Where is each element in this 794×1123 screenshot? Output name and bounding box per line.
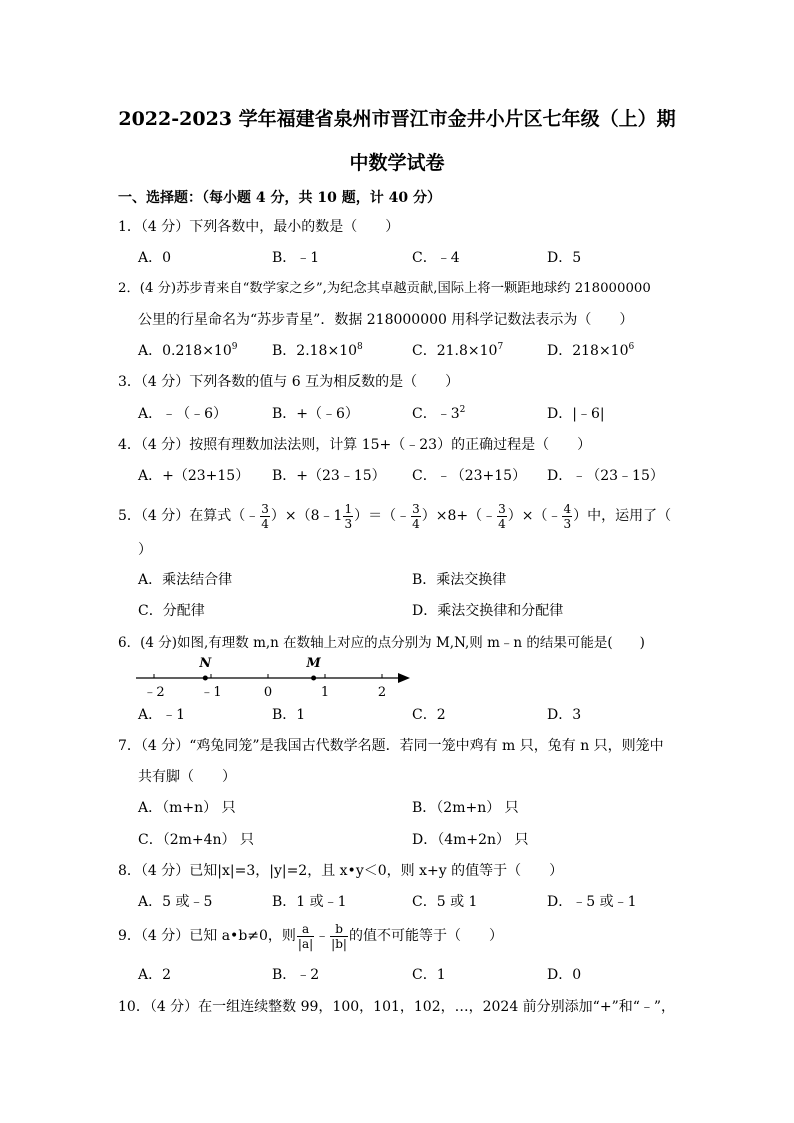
q2-option-a: A．$0.218\times 10^9$ [138,342,238,359]
q1-option-d: D．5 [547,250,582,266]
number-line-tick-label: 0 [263,685,273,700]
q6-option-c: C．2 [412,707,446,723]
q8-option-b: B．1 或﹣1 [272,894,347,910]
q7-option-d: D．（4m+2n） 只 [412,832,529,848]
question-4-stem: 4．（4 分）按照有理数加法法则，计算 15+（﹣23）的正确过程是（ ） [118,437,592,453]
q4-option-d: D．﹣（23﹣15） [547,468,664,484]
q4-option-a: A．+（23+15） [138,468,250,484]
number-line-tick-label: 2 [377,685,387,700]
q3-option-a: A．﹣（﹣6） [138,406,228,422]
q5-option-a: A．乘法结合律 [138,572,233,588]
fraction: $\frac{a}{|a|}$ [297,921,314,951]
q7-option-b: B．（2m+n） 只 [412,800,519,816]
q1-option-c: C．﹣4 [412,250,460,266]
number-line-tick-label: 1 [320,685,330,700]
fraction: $\frac{3}{4}$ [261,501,269,531]
q7-option-a: A．（m+n） 只 [138,800,236,816]
q3-option-b: B．+（﹣6） [272,406,359,422]
q6-option-a: A．﹣1 [138,707,186,723]
number-line-point-label: N [199,656,212,671]
q9-option-c: C．1 [412,967,446,983]
q9-option-d: D．0 [547,967,582,983]
question-5-stem-line2: ） [138,542,152,558]
q1-option-b: B．﹣1 [272,250,320,266]
q8-option-c: C．5 或 1 [412,894,478,910]
q5-option-c: C．分配律 [138,603,205,619]
number-line-tick-label: ﹣2 [143,685,165,700]
question-7-stem-line2: 共有脚（ ） [138,769,236,785]
q1-option-a: A．0 [138,250,172,266]
question-1-stem: 1．（4 分）下列各数中，最小的数是（ ） [118,219,400,235]
number-line-tick-label: ﹣1 [200,685,222,700]
fraction: $\frac{4}{3}$ [563,501,572,531]
fraction: $\frac{1}{3}$ [344,501,353,531]
page-title-line2: 中数学试卷 [349,152,445,174]
q6-option-b: B．1 [272,707,306,723]
question-2-stem-line1: 2．(4 分)苏步青来自“数学家之乡”,为纪念其卓越贡献,国际上将一颗距地球约 218000000 [118,281,651,296]
q9-option-b: B．﹣2 [272,967,320,983]
q7-option-c: C．（2m+4n） 只 [138,832,254,848]
q8-option-d: D．﹣5 或﹣1 [547,894,637,910]
q4-option-c: C．﹣（23+15） [412,468,527,484]
question-3-stem: 3．（4 分）下列各数的值与 6 互为相反数的是（ ） [118,374,460,390]
number-line-point [311,676,316,681]
q9-option-a: A．2 [138,967,172,983]
fraction: $\frac{3}{4}$ [412,501,420,531]
q5-option-d: D．乘法交换律和分配律 [412,603,564,619]
question-6-stem: 6．(4 分)如图,有理数 m,n 在数轴上对应的点分别为 M,N,则 m﹣n 的结果可能是( ) [118,635,645,651]
question-2-stem-line2: 公里的行星命名为“苏步青星”．数据 218000000 用科学记数法表示为（ ） [138,312,634,328]
section-heading: 一、选择题：（每小题 4 分，共 10 题，计 40 分） [118,190,441,206]
number-line [132,652,422,700]
q5-option-b: B．乘法交换律 [412,572,507,588]
q2-option-c: C．$21.8\times 10^7$ [412,342,504,359]
q3-option-c: C．$﹣3^2$ [412,405,466,422]
q4-option-b: B．+（23﹣15） [272,468,386,484]
question-10-stem: 10．（4 分）在一组连续整数 99，100，101，102，…，2024 前分别添加“+”和“﹣”， [118,999,676,1015]
q2-option-d: D．$218\times 10^6$ [547,342,635,359]
number-line-point [203,676,208,681]
q3-option-d: D．|﹣6| [547,406,605,422]
question-5-stem: 5．（4 分）在算式（﹣ $\frac{3}{4}$ ）×（8﹣1 $\frac{1}{3}$ ）＝（﹣ $\frac{3}{4}$ ）×8+（﹣ $\frac{3}{4}$ ）×（﹣ $\frac{4}{3}$ ）中，运用了（ [118,501,672,531]
q6-option-d: D．3 [547,707,582,723]
page-title-line1: 2022-2023 学年福建省泉州市晋江市金井小片区七年级（上）期 [118,108,676,130]
q2-option-b: B．$2.18\times 10^8$ [272,342,363,359]
fraction: $\frac{3}{4}$ [498,501,506,531]
number-line-point-label: M [306,656,321,671]
q8-option-a: A．5 或﹣5 [138,894,213,910]
arrow-icon [398,673,410,683]
fraction: $\frac{b}{|b|}$ [331,921,347,951]
question-9-stem: 9．（4 分）已知 a•b≠0，则 $\frac{a}{|a|}$ ﹣ $\frac{b}{|b|}$ 的值不可能等于（ ） [118,921,503,951]
question-8-stem: 8．（4 分）已知|x|=3，|y|=2，且 x•y＜0，则 x+y 的值等于（ ） [118,863,564,879]
question-7-stem-line1: 7．（4 分）“鸡兔同笼”是我国古代数学名题．若同一笼中鸡有 m 只，兔有 n 只，则笼中 [118,738,664,754]
